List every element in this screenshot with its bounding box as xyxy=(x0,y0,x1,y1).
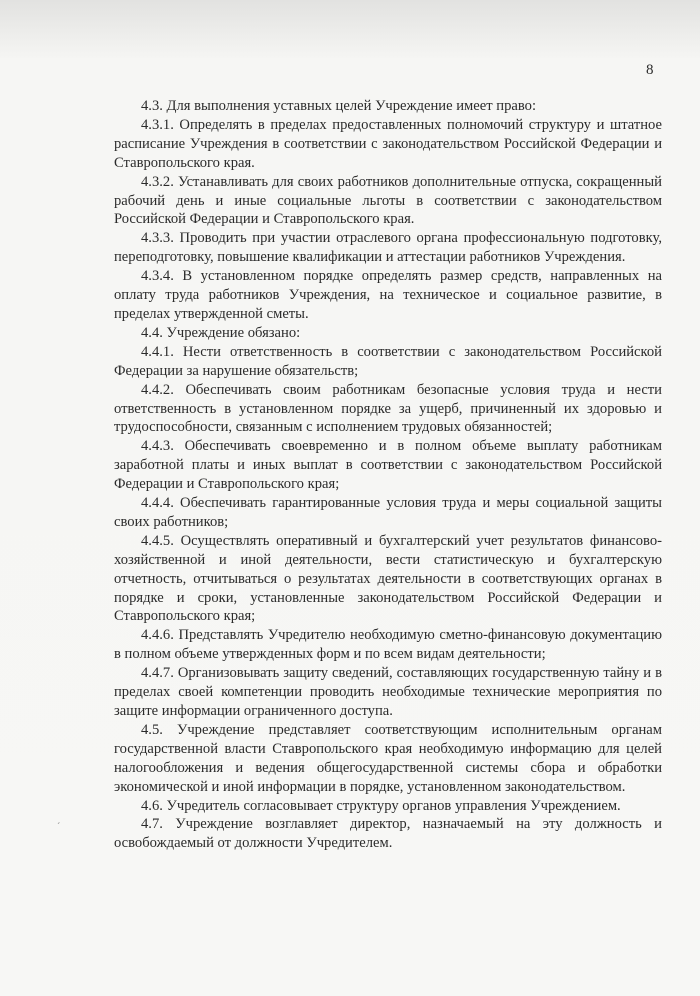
paragraph-4-4-3: 4.4.3. Обеспечивать своевременно и в полном объеме выплату работникам заработной платы и иных выплат в соответствии с законодательством Российской Федерации и Ставропольского края; xyxy=(114,438,662,493)
paragraph-4-4: 4.4. Учреждение обязано: xyxy=(141,324,301,341)
paragraph-4-3-4: 4.3.4. В установленном порядке определять размер средств, направленных на оплату труда работников Учреждения, на техническое и социальное развитие, в пределах утвержденной сметы. xyxy=(114,268,662,322)
paragraph-4-4-2: 4.4.2. Обеспечивать своим работникам безопасные условия труда и нести ответственность в установленном порядке за ущерб, причиненный их здоровью и трудоспособности, связанным с исполнением трудовых обязанностей; xyxy=(114,381,662,436)
paragraph-4-4-5: 4.4.5. Осуществлять оперативный и бухгалтерский учет результатов финансово-хозяйственной и иной деятельности, вести статистическую и бухгалтерскую отчетность, отчитываться о результатах деятельности в соответствующих органах в порядке и сроки, установленные законодательством Российской Федерации и Ставропольского края; xyxy=(114,532,662,625)
document-body xyxy=(114,97,662,853)
page-number: 8 xyxy=(646,62,654,78)
paragraph-4-5: 4.5. Учреждение представляет соответствующим исполнительным органам государственной власти Ставропольского края необходимую информацию для целей налогообложения и ведения общегосударственной системы сбора и обработки экономической и иной информации в порядке, установленном законодательством. xyxy=(114,721,662,795)
scan-shadow xyxy=(0,0,700,60)
paragraph-4-7: 4.7. Учреждение возглавляет директор, назначаемый на эту должность и освобождаемый от должности Учредителем. xyxy=(114,816,662,852)
paragraph-4-3-2: 4.3.2. Устанавливать для своих работников дополнительные отпуска, сокращенный рабочий день и иные социальные льготы в соответствии с законодательством Российской Федерации и Ставропольского края. xyxy=(114,173,662,228)
paragraph-4-4-4: 4.4.4. Обеспечивать гарантированные условия труда и меры социальной защиты своих работников; xyxy=(114,495,662,530)
paragraph-4-3-3: 4.3.3. Проводить при участии отраслевого органа профессиональную подготовку, переподготовку, повышение квалификации и аттестации работников Учреждения. xyxy=(114,230,662,266)
scan-speck: ˊ xyxy=(57,822,61,833)
paragraph-4-4-7: 4.4.7. Организовывать защиту сведений, составляющих государственную тайну и в пределах своей компетенции проводить необходимые технические мероприятия по защите информации ограниченного доступа. xyxy=(114,665,662,719)
paragraph-4-4-1: 4.4.1. Нести ответственность в соответствии с законодательством Российской Федерации за нарушение обязательств; xyxy=(114,343,662,379)
paragraph-4-3-1: 4.3.1. Определять в пределах предоставленных полномочий структуру и штатное расписание Учреждения в соответствии с законодательством Российской Федерации и Ставропольского края. xyxy=(114,116,662,171)
paragraph-4-4-6: 4.4.6. Представлять Учредителю необходимую сметно-финансовую документацию в полном объеме утвержденных форм и по всем видам деятельности; xyxy=(114,627,662,663)
paragraph-4-6: 4.6. Учредитель согласовывает структуру органов управления Учреждением. xyxy=(141,797,621,814)
paragraph-4-3: 4.3. Для выполнения уставных целей Учреждение имеет право: xyxy=(141,98,536,114)
